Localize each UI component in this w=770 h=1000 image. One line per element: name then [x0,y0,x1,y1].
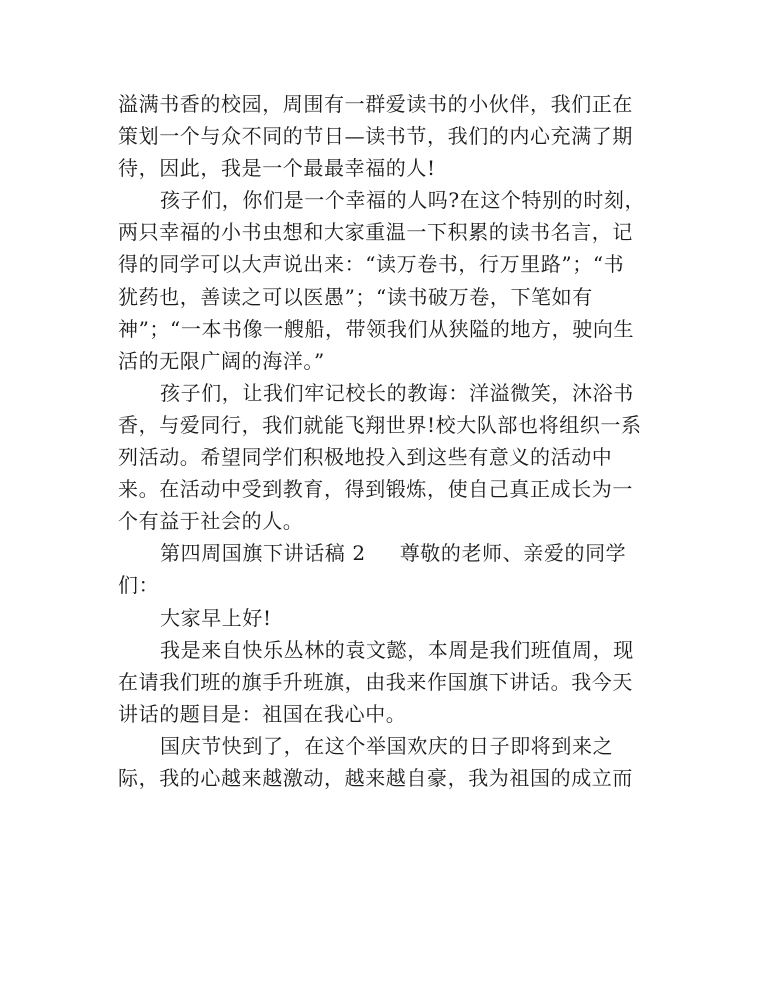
text-line: 得的同学可以大声说出来：“读万卷书，行万里路”；“书 [118,252,625,277]
heading-line [118,537,650,569]
text-line: 神”；“一本书像一艘船，带领我们从狭隘的地方，驶向生 [118,316,635,341]
text-line: 们： [118,573,160,598]
text-line: 我是来自快乐丛林的袁文懿，本周是我们班值周，现 [160,637,634,662]
text-line: 个有益于社会的人。 [118,509,304,534]
salutation-text: 尊敬的老师、亲爱的同学 [399,541,627,566]
text-line: 讲话的题目是：祖国在我心中。 [118,701,407,726]
text-line: 来。在活动中受到教育，得到锻炼，使自己真正成长为一 [118,477,633,502]
section-heading: 第四周国旗下讲话稿 2 [160,541,366,566]
text-line: 际，我的心越来越激动，越来越自豪，我为祖国的成立而 [118,765,633,790]
text-line: 在请我们班的旗手升班旗，由我来作国旗下讲话。我今天 [118,669,633,694]
text-line: 香，与爱同行，我们就能飞翔世界!校大队部也将组织一系 [118,412,642,437]
text-line: 列活动。希望同学们积极地投入到这些有意义的活动中 [118,445,613,470]
greeting-line: 大家早上好! [160,605,272,630]
text-line: 孩子们，让我们牢记校长的教诲：洋溢微笑，沐浴书 [160,380,634,405]
text-line: 活的无限广阔的海洋。” [118,348,325,373]
text-line: 两只幸福的小书虫想和大家重温一下积累的读书名言，记 [118,220,633,245]
text-line: 国庆节快到了，在这个举国欢庆的日子即将到来之 [160,733,614,758]
text-line: 待，因此，我是一个最最幸福的人! [118,156,436,181]
text-line: 孩子们，你们是一个幸福的人吗?在这个特别的时刻， [160,188,646,213]
text-line: 溢满书香的校园，周围有一群爱读书的小伙伴，我们正在 [118,92,633,116]
text-line: 犹药也，善读之可以医愚”；“读书破万卷，下笔如有 [118,284,593,309]
text-line: 策划一个与众不同的节日—读书节，我们的内心充满了期 [118,124,633,149]
document-body [118,88,650,794]
